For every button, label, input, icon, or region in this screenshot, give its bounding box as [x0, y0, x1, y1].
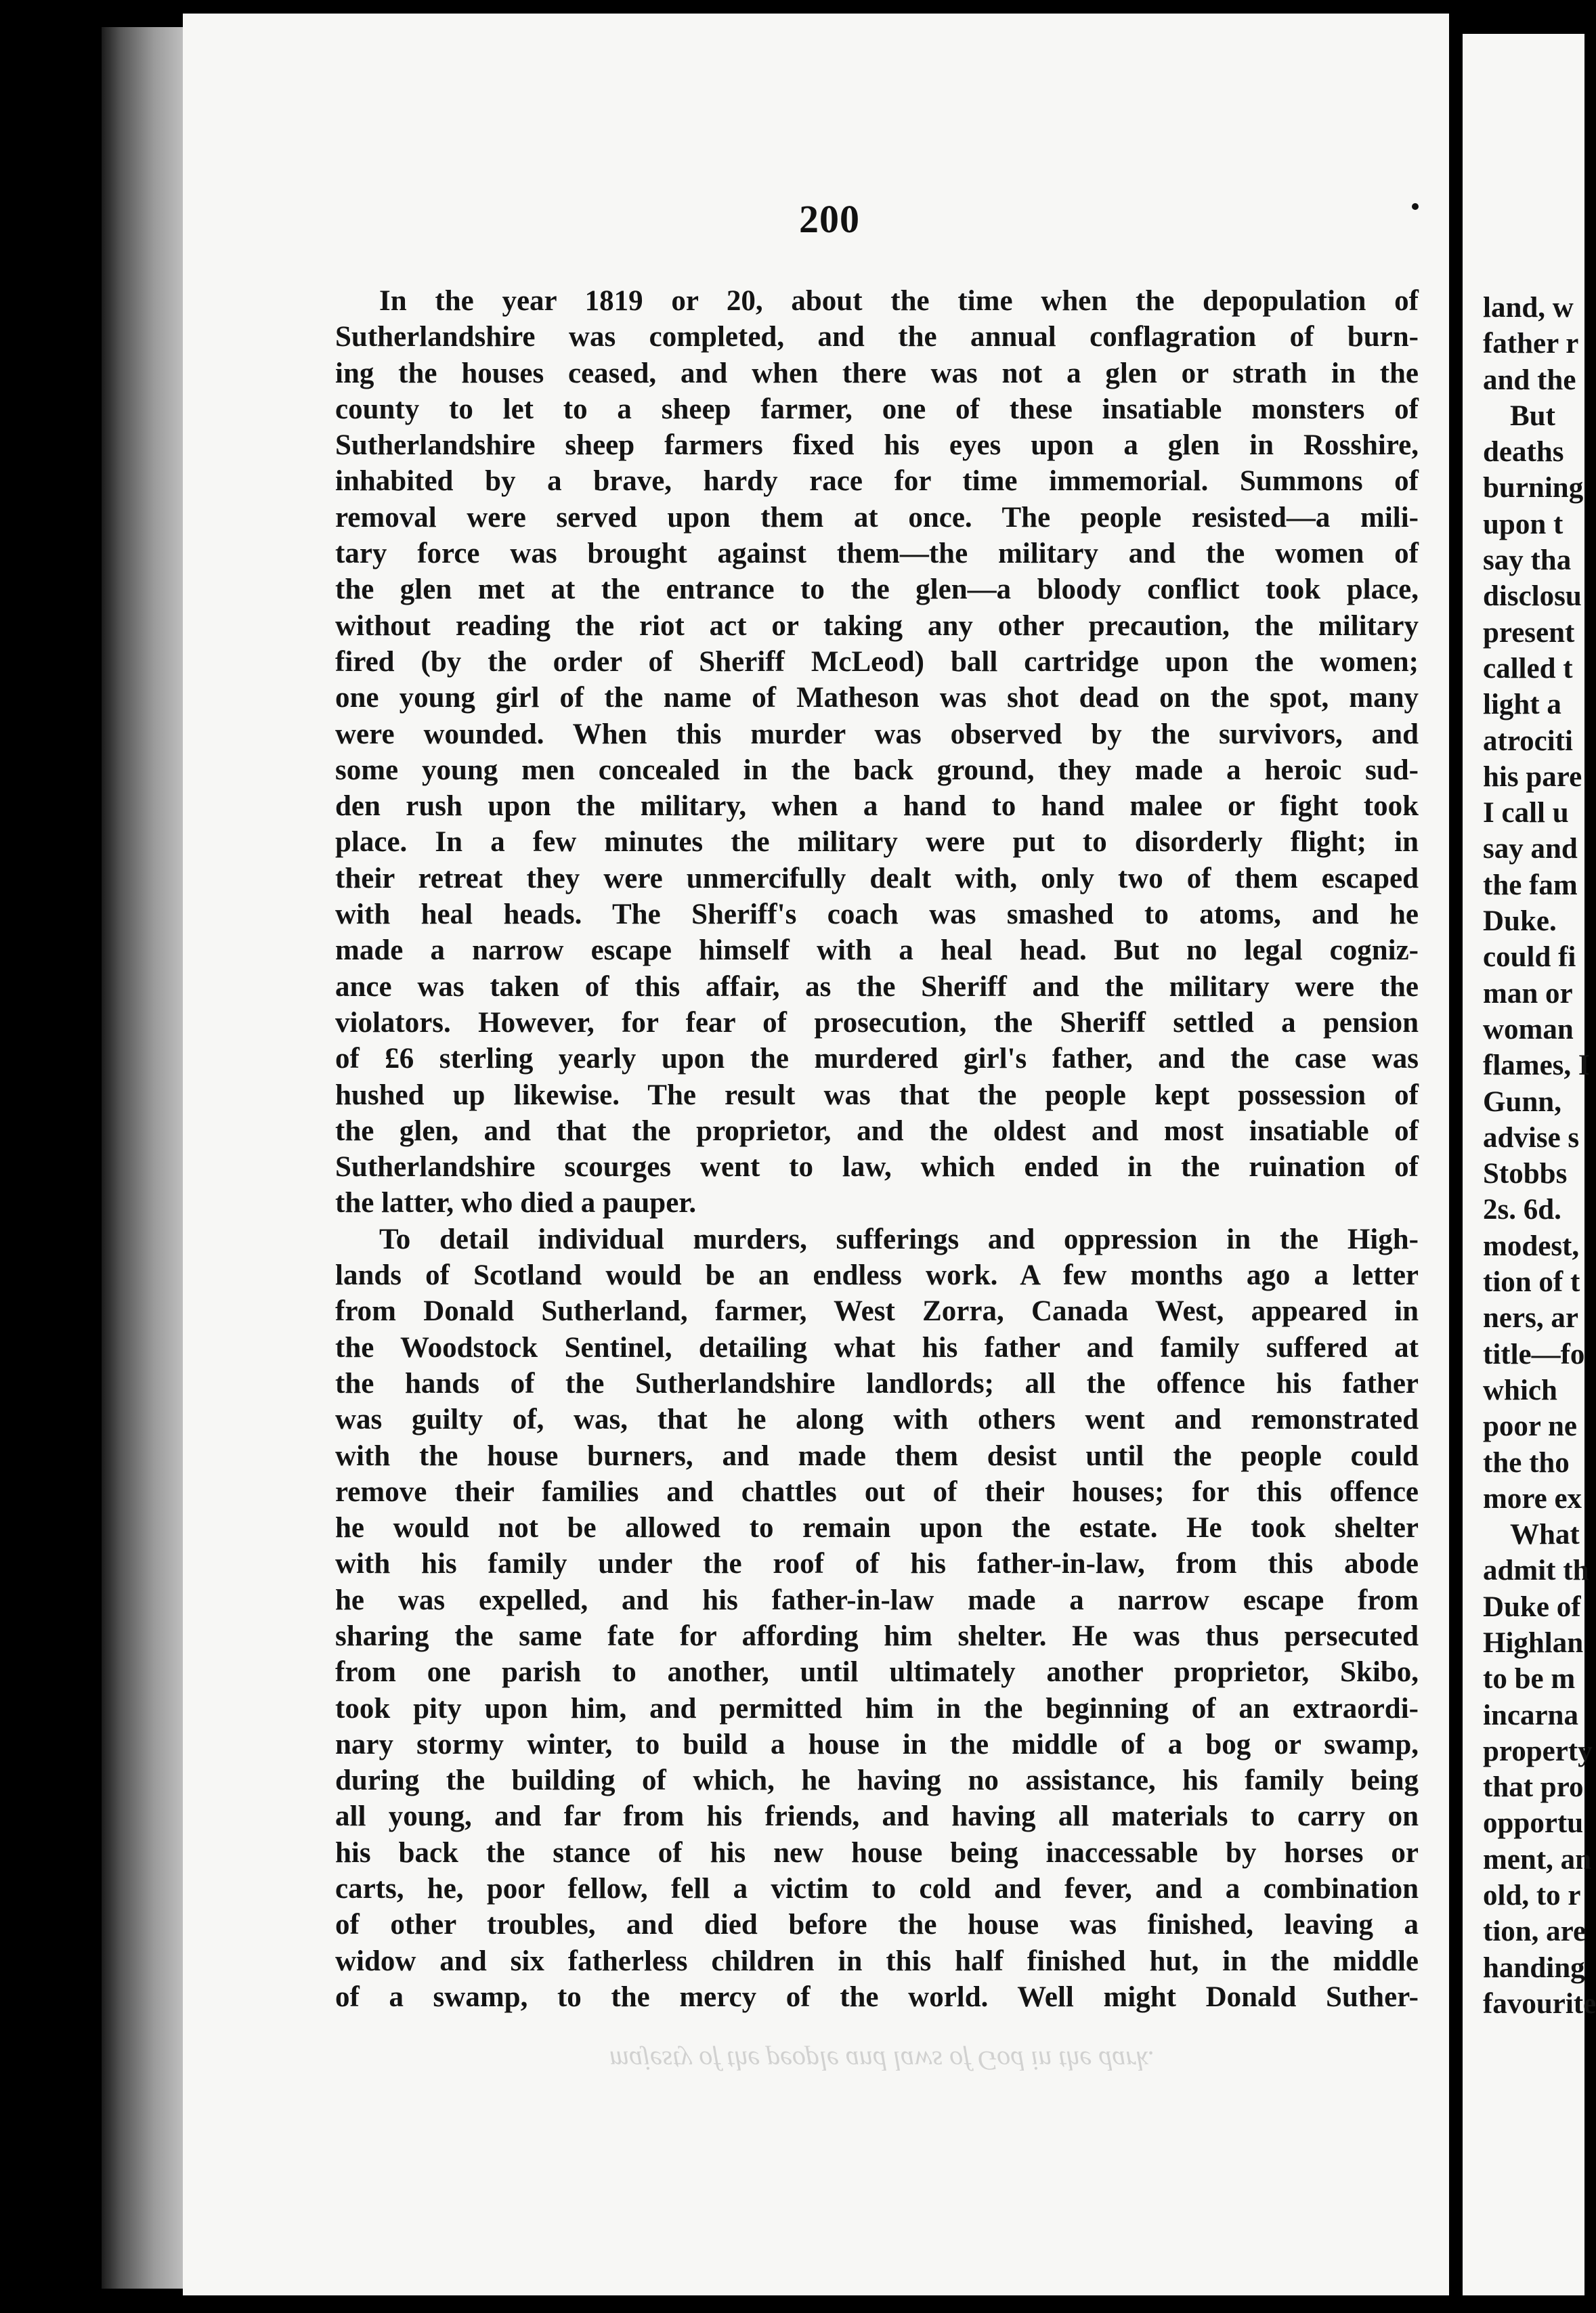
text-line: of other troubles, and died before the house was finished, leaving a [335, 1909, 1419, 1941]
right-text-line: Gunn, [1483, 1085, 1561, 1118]
text-line: he was expelled, and his father-in-law made a narrow escape from [335, 1584, 1419, 1616]
right-text-line: ners, ar [1483, 1302, 1578, 1335]
right-text-line: poor ne [1483, 1410, 1577, 1443]
right-text-line: ment, an [1483, 1843, 1592, 1876]
text-line: removal were served upon them at once. The people resisted—a mili- [335, 501, 1419, 534]
right-text-line: What [1510, 1519, 1580, 1551]
right-text-line: opportu [1483, 1807, 1584, 1840]
right-text-line: could fi [1483, 941, 1576, 974]
text-line: den rush upon the military, when a hand to hand malee or fight took [335, 790, 1419, 823]
right-text-line: favourite [1483, 1987, 1596, 2020]
text-line: carts, he, poor fellow, fell a victim to cold and fever, and a combination [335, 1873, 1419, 1905]
text-line: violators. However, for fear of prosecution, the Sheriff settled a pension [335, 1006, 1419, 1039]
text-line: was guilty of, was, that he along with others went and remonstrated [335, 1404, 1419, 1436]
right-text-line: I call u [1483, 797, 1569, 829]
right-text-line: the tho [1483, 1446, 1570, 1479]
right-text-line: burning [1483, 472, 1584, 504]
text-line: with his family under the roof of his father-in-law, from this abode [335, 1548, 1419, 1580]
text-line: the glen met at the entrance to the glen—a bloody conflict took place, [335, 574, 1419, 606]
text-line: hushed up likewise. The result was that the people kept possession of [335, 1079, 1419, 1111]
right-text-line: tion of t [1483, 1266, 1580, 1299]
right-text-line: old, to r [1483, 1880, 1581, 1912]
right-text-line: more ex [1483, 1482, 1582, 1515]
right-text-line: that pro [1483, 1771, 1584, 1804]
text-line: their retreat they were unmercifully dealt with, only two of them escaped [335, 862, 1419, 894]
right-text-line: admit th [1483, 1555, 1589, 1587]
text-line: widow and six fatherless children in this half finished hut, in the middle [335, 1945, 1419, 1977]
text-line: took pity upon him, and permitted him in the beginning of an extraordi- [335, 1692, 1419, 1725]
right-text-line: modest, [1483, 1230, 1580, 1262]
right-text-line: handing [1483, 1951, 1585, 1984]
text-line: sharing the same fate for affording him shelter. He was thus persecuted [335, 1620, 1419, 1652]
right-text-line: man or [1483, 977, 1573, 1010]
right-text-line: which [1483, 1374, 1557, 1406]
right-text-line: to be m [1483, 1663, 1576, 1695]
text-line: the hands of the Sutherlandshire landlords; all the offence his father [335, 1367, 1419, 1400]
text-line: Sutherlandshire sheep farmers fixed his eyes upon a glen in Rosshire, [335, 429, 1419, 462]
text-line: To detail individual murders, sufferings and oppression in the High- [379, 1223, 1419, 1255]
right-page-text [1483, 290, 1596, 2022]
right-text-line: light a [1483, 689, 1561, 721]
text-line: fired (by the order of Sheriff McLeod) ball cartridge upon the women; [335, 645, 1419, 678]
text-line: the Woodstock Sentinel, detailing what his father and family suffered at [335, 1331, 1419, 1364]
text-line: from Donald Sutherland, farmer, West Zorra, Canada West, appeared in [335, 1295, 1419, 1328]
text-line: county to let to a sheep farmer, one of these insatiable monsters of [335, 393, 1419, 425]
body-text [335, 283, 1419, 2015]
text-line: he would not be allowed to remain upon the estate. He took shelter [335, 1512, 1419, 1544]
right-text-line: advise s [1483, 1121, 1580, 1154]
text-line: place. In a few minutes the military were put to disorderly flight; in [335, 826, 1419, 859]
right-text-line: flames, I [1483, 1050, 1590, 1082]
right-text-line: and the [1483, 364, 1576, 396]
right-text-line: present [1483, 616, 1575, 649]
text-line: one young girl of the name of Matheson was shot dead on the spot, many [335, 682, 1419, 714]
bleed-through-text: majesty of the people and laws of God in the dark. [609, 2046, 1155, 2076]
right-text-line: Duke. [1483, 905, 1557, 938]
page-number: 200 [799, 197, 860, 241]
right-text-line: land, w [1483, 292, 1574, 324]
right-text-line: But [1510, 399, 1555, 432]
text-line: inhabited by a brave, hardy race for time immemorial. Summons of [335, 465, 1419, 498]
text-line: lands of Scotland would be an endless work. A few months ago a letter [335, 1259, 1419, 1292]
text-line: the latter, who died a pauper. [335, 1187, 697, 1219]
margin-smudge [54, 1117, 81, 1158]
right-text-line: say tha [1483, 544, 1572, 577]
text-line: with the house burners, and made them desist until the people could [335, 1440, 1419, 1472]
ink-dot [1412, 203, 1419, 210]
right-text-line: atrociti [1483, 725, 1573, 757]
text-line: In the year 1819 or 20, about the time when the depopulation of [379, 285, 1419, 317]
right-text-line: woman [1483, 1013, 1574, 1045]
right-text-line: title—fo [1483, 1338, 1585, 1370]
text-line: all young, and far from his friends, and having all materials to carry on [335, 1800, 1419, 1833]
right-text-line: 2s. 6d. [1483, 1194, 1561, 1226]
text-line: some young men concealed in the back ground, they made a heroic sud- [335, 754, 1419, 786]
text-line: remove their families and chattles out of their houses; for this offence [335, 1475, 1419, 1508]
right-text-line: disclosu [1483, 580, 1582, 613]
right-text-line: say and [1483, 833, 1578, 865]
text-line: tary force was brought against them—the military and the women of [335, 538, 1419, 570]
right-text-line: father r [1483, 328, 1579, 360]
text-line: ance was taken of this affair, as the Sheriff and the military were the [335, 970, 1419, 1003]
text-line: with heal heads. The Sheriff's coach was smashed to atoms, and he [335, 899, 1419, 931]
text-line: were wounded. When this murder was observed by the survivors, and [335, 718, 1419, 750]
text-line: made a narrow escape himself with a heal head. But no legal cogniz- [335, 934, 1419, 967]
text-line: from one parish to another, until ultimately another proprietor, Skibo, [335, 1656, 1419, 1689]
right-text-line: the fam [1483, 869, 1578, 901]
right-text-line: deaths [1483, 436, 1564, 469]
right-text-line: upon t [1483, 508, 1563, 540]
right-text-line: tion, are [1483, 1916, 1587, 1948]
right-text-line: called t [1483, 652, 1573, 685]
text-line: without reading the riot act or taking any other precaution, the military [335, 609, 1419, 642]
right-text-line: Highlan [1483, 1626, 1584, 1659]
text-line: during the building of which, he having no assistance, his family being [335, 1765, 1419, 1797]
book-page-edges [102, 27, 196, 2289]
text-line: his back the stance of his new house being inaccessable by horses or [335, 1836, 1419, 1869]
right-text-line: his pare [1483, 760, 1582, 793]
right-text-line: Duke of [1483, 1591, 1581, 1623]
text-line: of a swamp, to the mercy of the world. Well might Donald Suther- [335, 1981, 1419, 2013]
right-text-line: property [1483, 1735, 1593, 1767]
text-line: of £6 sterling yearly upon the murdered girl's father, and the case was [335, 1043, 1419, 1075]
text-line: the glen, and that the proprietor, and the oldest and most insatiable of [335, 1115, 1419, 1147]
text-line: nary stormy winter, to build a house in the middle of a bog or swamp, [335, 1728, 1419, 1760]
text-line: Sutherlandshire was completed, and the annual conflagration of burn- [335, 321, 1419, 353]
text-line: Sutherlandshire scourges went to law, which ended in the ruination of [335, 1151, 1419, 1184]
right-text-line: Stobbs [1483, 1158, 1568, 1190]
right-text-line: incarna [1483, 1699, 1578, 1731]
text-line: ing the houses ceased, and when there was not a glen or strath in the [335, 357, 1419, 389]
